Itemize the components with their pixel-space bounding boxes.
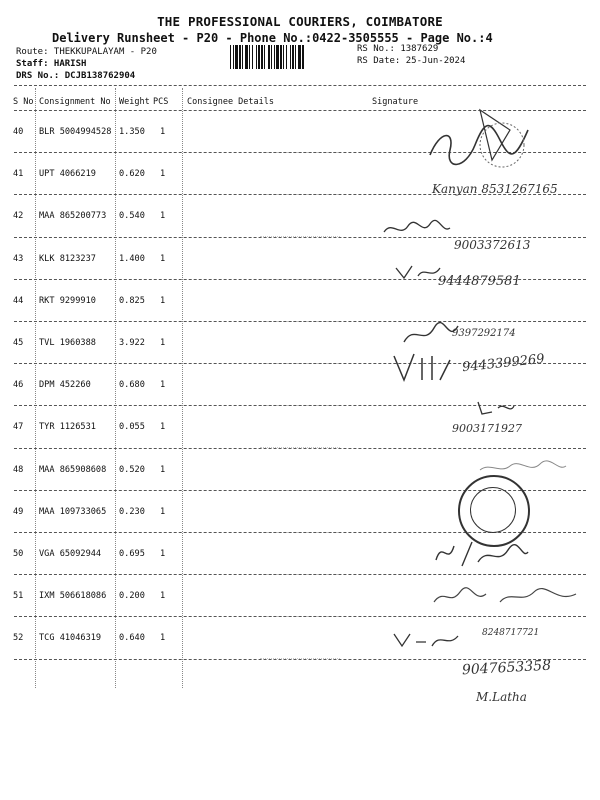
- staff-label: Staff: HARISH: [16, 59, 87, 69]
- weight-cell: 0.200: [119, 591, 145, 602]
- consignment-cell: TYR 1126531: [39, 422, 96, 433]
- weight-cell: 1.350: [119, 127, 145, 137]
- col-consignment: Consignment No: [39, 97, 111, 107]
- signature-scribble: [476, 398, 516, 418]
- barcode-bar: [290, 45, 291, 69]
- barcode-bar: [302, 45, 304, 69]
- barcode-bar: [256, 45, 257, 69]
- barcode-bar: [292, 45, 294, 69]
- barcode-bar: [268, 45, 270, 69]
- sno-cell: 44: [13, 295, 24, 306]
- signature-text: 9444879581: [438, 274, 521, 289]
- pcs-cell: 1: [160, 295, 166, 306]
- rs-date: RS Date: 25-Jun-2024: [357, 56, 466, 66]
- weight-cell: 0.520: [119, 464, 145, 475]
- pcs-cell: 1: [160, 169, 166, 180]
- row-divider: [14, 448, 586, 449]
- row-divider: [14, 616, 586, 617]
- barcode-bar: [286, 45, 287, 69]
- consignment-cell: DPM 452260: [39, 380, 91, 391]
- consignment-cell: UPT 4066219: [39, 169, 96, 180]
- row-divider: [14, 321, 586, 322]
- weight-cell: 0.540: [119, 211, 145, 222]
- barcode-bar: [245, 45, 248, 69]
- barcode-bar: [258, 45, 260, 69]
- weight-cell: 0.055: [119, 422, 145, 433]
- barcode-bar: [261, 45, 263, 69]
- signature-text: Kanyan 8531267165: [432, 182, 558, 196]
- weight-cell: 0.230: [119, 506, 145, 517]
- barcode-bar: [264, 45, 265, 69]
- sno-cell: 41: [13, 169, 24, 180]
- sno-cell: 50: [13, 549, 24, 559]
- pcs-cell: 1: [160, 380, 166, 391]
- sno-cell: 49: [13, 506, 24, 517]
- signature-text: 9047653358: [461, 657, 552, 679]
- barcode-bar: [249, 45, 250, 69]
- consignment-cell: MAA 865908608: [39, 464, 107, 475]
- weight-cell: 3.922: [119, 338, 145, 348]
- row-divider: [14, 574, 586, 575]
- company-title: THE PROFESSIONAL COURIERS, COIMBATORE: [157, 14, 443, 29]
- barcode-bar: [276, 45, 279, 69]
- col-pcs: PCS: [153, 97, 169, 107]
- sno-cell: 40: [13, 127, 24, 137]
- weight-cell: 0.640: [119, 633, 145, 644]
- weight-cell: 0.825: [119, 295, 145, 306]
- weight-cell: 0.680: [119, 380, 145, 391]
- drs-number: DRS No.: DCJB138762904: [16, 71, 136, 81]
- pcs-cell: 1: [160, 422, 166, 433]
- barcode-bar: [283, 45, 284, 69]
- col-consignee-details: Consignee Details: [187, 97, 274, 107]
- signature-text: 9003372613: [454, 238, 531, 252]
- signature-scribble: [420, 100, 540, 180]
- header-divider: [14, 85, 586, 86]
- sno-cell: 46: [13, 380, 24, 391]
- sno-cell: 52: [13, 633, 24, 644]
- signature-text: 9003171927: [452, 422, 522, 435]
- consignment-cell: MAA 109733065: [39, 506, 107, 517]
- pcs-cell: 1: [160, 464, 166, 475]
- col-sno: S No: [13, 97, 34, 107]
- sno-cell: 43: [13, 253, 24, 264]
- signature-scribble: [432, 536, 532, 572]
- pcs-cell: 1: [160, 338, 166, 348]
- barcode-bar: [239, 45, 241, 69]
- rs-number: RS No.: 1387629: [357, 44, 439, 54]
- pcs-cell: 1: [160, 253, 166, 264]
- consignment-cell: TVL 1960388: [39, 338, 96, 348]
- sno-cell: 51: [13, 591, 24, 602]
- signature-text: M.Latha: [476, 690, 527, 704]
- route-label: Route: THEKKUPALAYAM - P20: [16, 47, 157, 57]
- signature-scribble: [392, 350, 452, 386]
- barcode-bar: [295, 45, 296, 69]
- barcode-bar: [298, 45, 301, 69]
- barcode-image: [230, 45, 352, 69]
- signature-scribble: [394, 262, 444, 282]
- barcode-bar: [274, 45, 275, 69]
- weight-cell: 0.695: [119, 549, 145, 559]
- weight-cell: 1.400: [119, 253, 145, 264]
- consignment-cell: KLK 8123237: [39, 253, 96, 264]
- barcode-bar: [252, 45, 253, 69]
- consignment-cell: BLR 5004994528: [39, 127, 112, 137]
- barcode-bar: [233, 45, 234, 69]
- signature-scribble: [430, 584, 580, 610]
- signature-text: 9443399269: [461, 351, 546, 376]
- barcode-bar: [271, 45, 272, 69]
- signature-text: 8248717721: [482, 628, 540, 638]
- signature-scribble: [400, 322, 460, 348]
- col-weight: Weight: [119, 97, 150, 107]
- signature-scribble: [392, 630, 462, 650]
- consignment-cell: VGA 65092944: [39, 549, 102, 559]
- weight-cell: 0.620: [119, 169, 145, 180]
- consignment-cell: MAA 865200773: [39, 211, 107, 222]
- barcode-bar: [235, 45, 238, 69]
- barcode-bar: [280, 45, 282, 69]
- runsheet-subtitle: Delivery Runsheet - P20 - Phone No.:0422-3505555 - Page No.:4: [52, 31, 493, 45]
- pcs-cell: 1: [160, 591, 166, 602]
- sno-cell: 42: [13, 211, 24, 222]
- signature-scribble: [478, 460, 568, 476]
- barcode-bar: [230, 45, 231, 69]
- pcs-cell: 1: [160, 549, 166, 559]
- consignment-cell: IXM 506618086: [39, 591, 107, 602]
- sno-cell: 48: [13, 464, 24, 475]
- pcs-cell: 1: [160, 633, 166, 644]
- signature-text: 9397292174: [452, 328, 516, 339]
- signature-scribble: [382, 218, 452, 240]
- pcs-cell: 1: [160, 506, 166, 517]
- pcs-cell: 1: [160, 211, 166, 222]
- sno-cell: 47: [13, 422, 24, 433]
- consignment-cell: RKT 9299910: [39, 295, 96, 306]
- pcs-cell: 1: [160, 127, 166, 137]
- col-signature: Signature: [372, 97, 419, 107]
- sno-cell: 45: [13, 338, 24, 348]
- barcode-bar: [242, 45, 243, 69]
- consignment-cell: TCG 41046319: [39, 633, 102, 644]
